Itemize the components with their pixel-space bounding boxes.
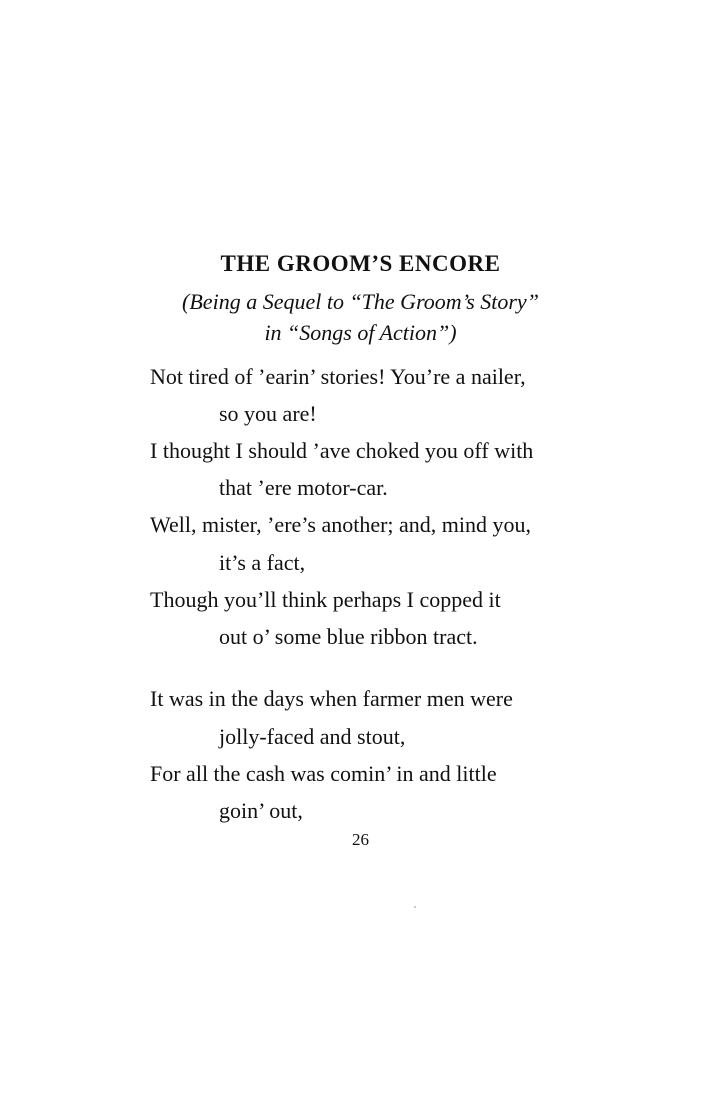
print-speck <box>414 906 416 908</box>
verse-line-continuation: so you are! <box>219 401 317 426</box>
page-number: 26 <box>352 830 369 849</box>
verse-line-continuation: it’s a fact, <box>219 550 306 575</box>
subtitle-line-1: (Being a Sequel to “The Groom’s Story” <box>182 289 539 314</box>
verse-line-continuation: jolly-faced and stout, <box>219 724 406 749</box>
verse-line: Well, mister, ’ere’s another; and, mind you, <box>150 512 532 537</box>
verse-line-continuation: out o’ some blue ribbon tract. <box>219 624 478 649</box>
verse-line: Not tired of ’earin’ stories! You’re a nailer, <box>150 364 526 389</box>
verse-line: I thought I should ’ave choked you off with <box>150 438 534 463</box>
verse-line: Though you’ll think perhaps I copped it <box>150 587 501 612</box>
verse-line: For all the cash was comin’ in and little <box>150 761 497 786</box>
verse-line-continuation: goin’ out, <box>219 798 303 823</box>
verse-line: It was in the days when farmer men were <box>150 686 513 711</box>
subtitle-line-2: in “Songs of Action”) <box>264 320 457 345</box>
poem-title: THE GROOM’S ENCORE <box>220 251 501 276</box>
verse-line-continuation: that ’ere motor-car. <box>219 475 388 500</box>
